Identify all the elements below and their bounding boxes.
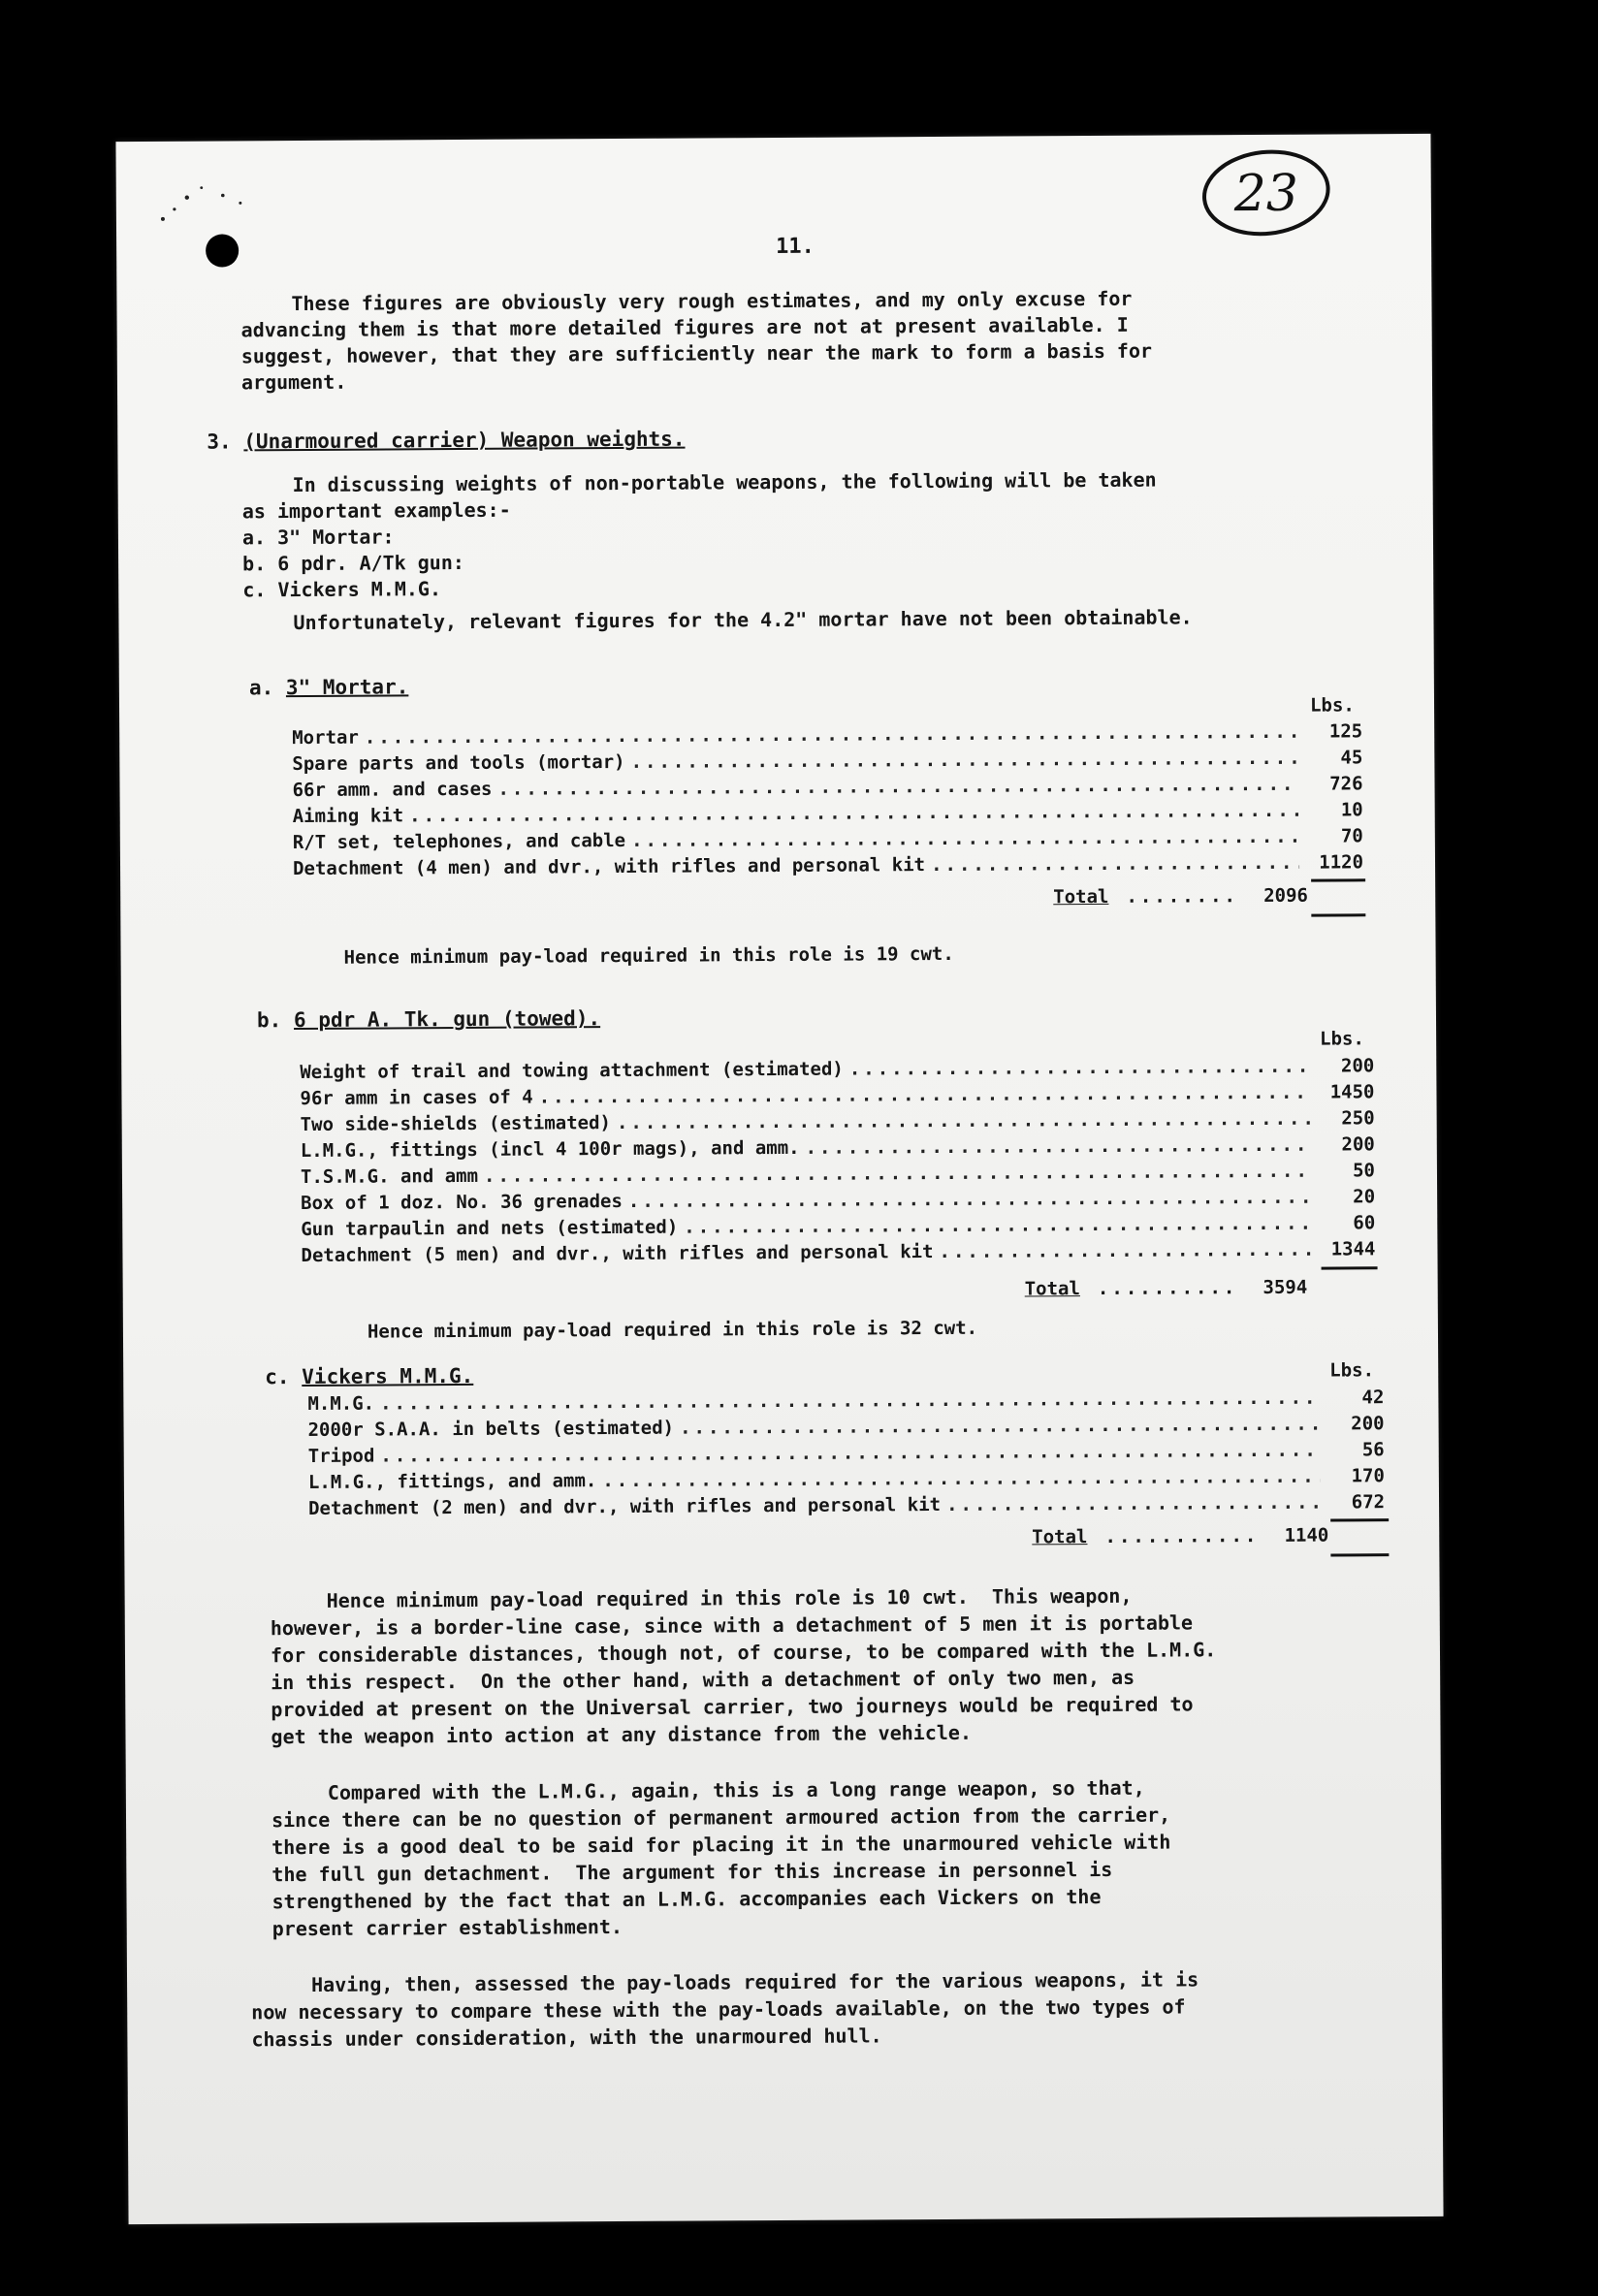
table-c-prefix: c. <box>265 1365 290 1389</box>
table-a-row: R/T set, telephones, and cable ..... 70 <box>293 825 1363 858</box>
svg-text:23: 23 <box>1233 164 1299 224</box>
table-a-row: Aiming kit ..... 10 <box>293 799 1363 832</box>
table-c-row: 2000r S.A.A. in belts (estimated) ..... 200 <box>308 1413 1385 1446</box>
table-c-row: L.M.G., fittings, and amm. ..... 170 <box>308 1465 1385 1498</box>
table-b-row: 96r amm in cases of 4 ..... 1450 <box>300 1081 1374 1114</box>
table-b-row: Two side-shields (estimated) ..... 250 <box>301 1107 1375 1140</box>
closing-para-2-line-5: strengthened by the fact that an L.M.G. accompanies each Vickers on the <box>272 1884 1102 1914</box>
closing-para-2-line-6: present carrier establishment. <box>272 1915 623 1941</box>
table-b-row: L.M.G., fittings (incl 4 100r mags), and amm. ..... 200 <box>301 1133 1375 1166</box>
closing-para-2-line-1: Compared with the L.M.G., again, this is a long range weapon, so that, <box>327 1775 1145 1804</box>
table-b-heading: 6 pdr A. Tk. gun (towed). <box>293 1006 601 1033</box>
example-c: c. Vickers M.M.G. <box>242 577 442 602</box>
table-c-total-rule <box>1330 1553 1389 1556</box>
table-b-hence: Hence minimum pay-load required in this role is 32 cwt. <box>367 1317 978 1343</box>
table-b-rule <box>1322 1266 1378 1269</box>
example-a: a. 3" Mortar: <box>241 525 395 550</box>
table-a-hence: Hence minimum pay-load required in this role is 19 cwt. <box>343 942 954 969</box>
section-title: (Unarmoured carrier) Weapon weights. <box>243 427 686 454</box>
intro-line-2: advancing them is that more detailed figures are not at present available. I <box>240 312 1129 342</box>
table-a-row: Detachment (4 men) and dvr., with rifles and personal kit ..... 1120 <box>293 851 1363 884</box>
closing-para-2-line-3: there is a good deal to be said for placing it in the unarmoured vehicle with <box>272 1830 1171 1860</box>
margin-specks <box>155 179 272 239</box>
section-intro-1: In discussing weights of non-portable weapons, the following will be taken <box>292 467 1157 497</box>
section-number: 3. <box>207 430 232 454</box>
closing-para-1-line-2: however, is a border-line case, since with a detachment of 5 men it is portable <box>270 1610 1194 1641</box>
page-number: 11. <box>776 234 815 260</box>
table-a-rule <box>1311 878 1365 881</box>
intro-line-4: argument. <box>240 369 347 395</box>
table-b-prefix: b. <box>256 1008 282 1033</box>
example-b: b. 6 pdr. A/Tk gun: <box>242 550 464 576</box>
table-a-row: Spare parts and tools (mortar) ..... 45 <box>292 747 1362 780</box>
table-b-unit: Lbs. <box>1320 1028 1364 1050</box>
closing-para-1-line-4: in this respect. On the other hand, with a detachment of only two men, as <box>271 1665 1135 1695</box>
table-a-unit: Lbs. <box>1309 694 1355 717</box>
table-a-prefix: a. <box>248 676 274 700</box>
document-page <box>115 134 1443 2224</box>
table-a-heading: 3" Mortar. <box>285 675 409 700</box>
table-b-row: T.S.M.G. and amm ..... 50 <box>301 1160 1375 1193</box>
table-a-row: 66r amm. and cases ..... 726 <box>292 773 1362 806</box>
table-b-row: Gun tarpaulin and nets (estimated) ..... 60 <box>301 1212 1375 1245</box>
table-b-row: Box of 1 doz. No. 36 grenades ..... 20 <box>301 1186 1375 1219</box>
closing-para-3-line-3: chassis under consideration, with the unarmoured hull. <box>251 2024 882 2052</box>
closing-para-2-line-2: since there can be no question of permanent armoured action from the carrier, <box>271 1802 1171 1833</box>
table-c-total: Total ........... 1140 <box>1032 1524 1329 1548</box>
table-a-total-rule <box>1311 913 1365 916</box>
closing-para-1-line-3: for considerable distances, though not, of course, to be compared with the L.M.G. <box>270 1638 1217 1668</box>
closing-para-3-line-2: now necessary to compare these with the pay-loads available, on the two types of <box>251 1994 1186 2025</box>
table-a-row: Mortar ..... 125 <box>292 720 1362 753</box>
mortar-note: Unfortunately, relevant figures for the 4.2" mortar have not been obtainable. <box>293 605 1193 635</box>
table-b-total: Total .......... 3594 <box>1024 1276 1308 1300</box>
closing-para-1-line-6: get the weapon into action at any distance from the vehicle. <box>271 1720 973 1749</box>
intro-line-3: suggest, however, that they are sufficiently near the mark to form a basis for <box>240 338 1153 368</box>
table-c-row: M.M.G. ..... 42 <box>307 1387 1384 1419</box>
table-c-unit: Lbs. <box>1329 1359 1375 1382</box>
page-stamp <box>1198 142 1334 241</box>
closing-para-3-line-1: Having, then, assessed the pay-loads required for the various weapons, it is <box>310 1967 1199 1996</box>
closing-para-1-line-1: Hence minimum pay-load required in this role is 10 cwt. This weapon, <box>326 1583 1133 1612</box>
intro-line-1: These figures are obviously very rough estimates, and my only excuse for <box>291 286 1133 316</box>
table-b-row: Weight of trail and towing attachment (estimated) ..... 200 <box>300 1055 1374 1088</box>
table-c-row: Tripod ..... 56 <box>308 1439 1385 1472</box>
closing-para-2-line-4: the full gun detachment. The argument for this increase in personnel is <box>272 1857 1113 1887</box>
table-c-rule <box>1330 1518 1389 1521</box>
table-c-heading: Vickers M.M.G. <box>302 1363 474 1389</box>
table-b-row: Detachment (5 men) and dvr., with rifles and personal kit ..... 1344 <box>301 1238 1375 1271</box>
punch-hole <box>206 234 239 267</box>
closing-para-1-line-5: provided at present on the Universal carrier, two journeys would be required to <box>271 1692 1194 1722</box>
table-c-row: Detachment (2 men) and dvr., with rifles and personal kit ..... 672 <box>308 1491 1385 1524</box>
table-a-total: Total ........ 2096 <box>1053 884 1309 909</box>
section-intro-2: as important examples:- <box>241 497 511 524</box>
